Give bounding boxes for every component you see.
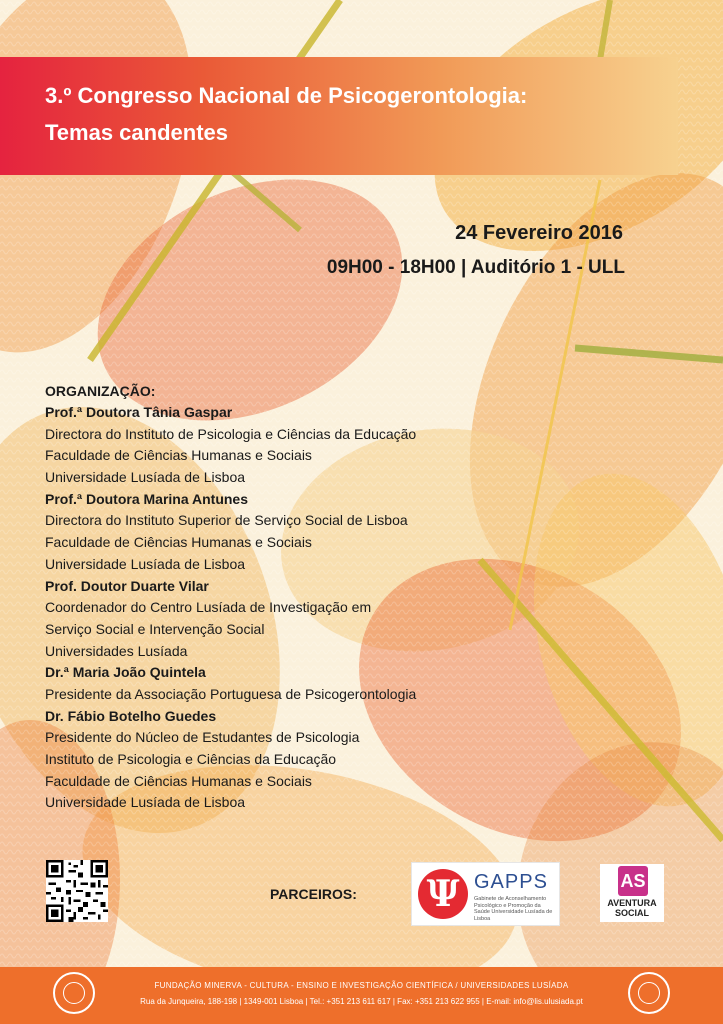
organization-list (45, 402, 485, 814)
organizer-detail: Faculdade de Ciências Humanas e Sociais (45, 772, 312, 789)
organization-heading: ORGANIZAÇÃO: (45, 383, 156, 399)
organizer-detail: Instituto de Psicologia e Ciências da Educação (45, 751, 337, 767)
footer (0, 967, 723, 1024)
aventura-line-1: AVENTURA (607, 898, 657, 908)
organization-section (45, 380, 485, 814)
aventura-social-logo (600, 864, 664, 922)
event-date: 24 Fevereiro 2016 (455, 222, 623, 244)
organizer-detail: Universidade Lusíada de Lisboa (45, 555, 246, 572)
organizer-name: Prof. Doutor Duarte Vilar (45, 577, 209, 594)
organizer-name: Dr. Fábio Botelho Guedes (45, 707, 217, 724)
aventura-mark: AS (618, 866, 648, 896)
title-line-2: Temas candentes (45, 120, 229, 145)
university-seal-icon (628, 972, 670, 1014)
gapps-name: GAPPS (474, 871, 548, 893)
qr-code (46, 860, 108, 922)
organizer-detail: Serviço Social e Intervenção Social (45, 620, 265, 637)
organizer-detail: Presidente do Núcleo de Estudantes de Psicologia (45, 729, 360, 746)
aventura-line-2: SOCIAL (614, 908, 649, 918)
event-time-place: 09H00 - 18H00 | Auditório 1 - ULL (326, 257, 625, 278)
organizer-detail: Universidade Lusíada de Lisboa (45, 469, 246, 486)
organizer-name: Prof.ª Doutora Tânia Gaspar (45, 404, 233, 420)
gapps-subtitle: Gabinete de Aconselhamento Psicológico e Promoção da Saúde Universidade Lusíada de Lisboa (474, 896, 553, 922)
organizer-detail: Universidade Lusíada de Lisboa (45, 794, 246, 811)
organizer-detail: Faculdade de Ciências Humanas e Sociais (45, 534, 312, 551)
footer-institution: FUNDAÇÃO MINERVA - CULTURA - ENSINO E INVESTIGAÇÃO CIENTÍFICA / UNIVERSIDADES LUSÍADA (154, 981, 569, 990)
partners-label: PARCEIROS: (270, 886, 357, 902)
foundation-seal-icon (53, 972, 95, 1014)
aventura-text (600, 898, 664, 918)
organizer-name: Prof.ª Doutora Marina Antunes (45, 490, 249, 507)
title-banner (0, 57, 678, 175)
footer-contacts: Rua da Junqueira, 188-198 | 1349-001 Lisboa | Tel.: +351 213 611 617 | Fax: +351 213 622 955 | E-mail: info@lis.ulusiada.pt (140, 997, 583, 1006)
gapps-logo (411, 862, 560, 926)
psi-icon: Ψ (418, 869, 468, 919)
organizer-detail: Presidente da Associação Portuguesa de Psicogerontologia (45, 685, 417, 702)
organizer-detail: Directora do Instituto Superior de Serviço Social de Lisboa (45, 512, 408, 529)
title-line-1: 3.º Congresso Nacional de Psicogerontologia: (45, 83, 528, 108)
organizer-detail: Coordenador do Centro Lusíada de Investigação em (45, 599, 372, 616)
organizer-name: Dr.ª Maria João Quintela (45, 664, 206, 681)
organizer-detail: Directora do Instituto de Psicologia e Ciências da Educação (45, 425, 417, 442)
organizer-detail: Faculdade de Ciências Humanas e Sociais (45, 447, 312, 464)
organizer-detail: Universidades Lusíada (45, 642, 188, 659)
